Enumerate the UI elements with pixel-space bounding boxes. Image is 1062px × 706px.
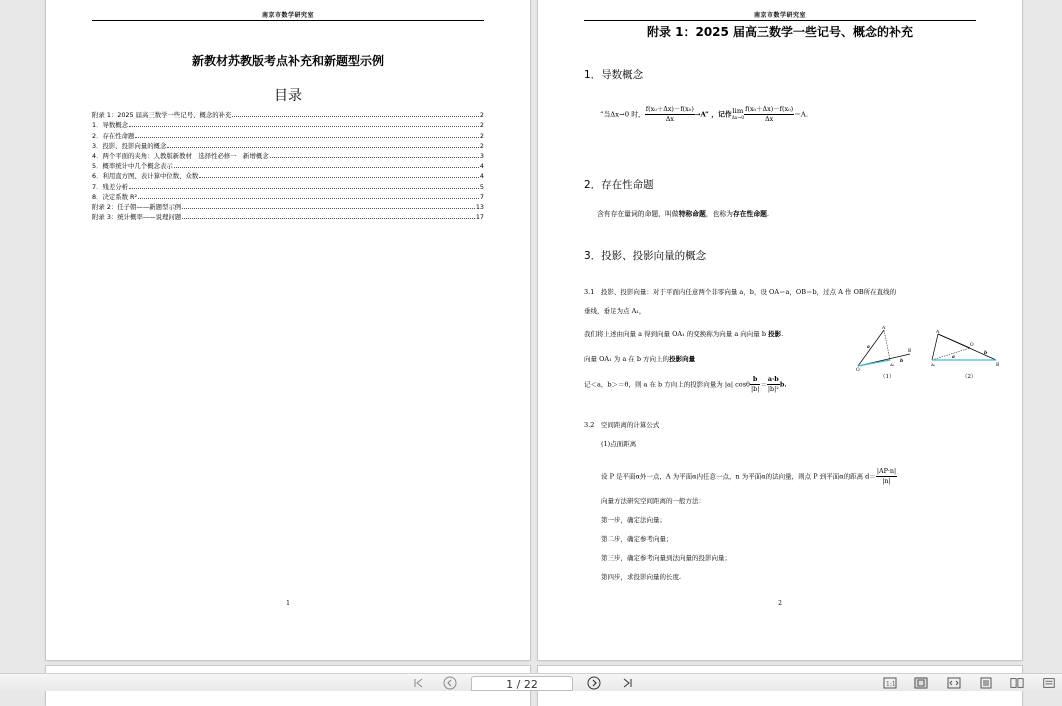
- page-header: 南京市数学研究室: [261, 12, 314, 19]
- continuous-scroll-button[interactable]: [1042, 677, 1056, 689]
- toc-leader: [138, 198, 479, 199]
- projection-formula: 记＜a，b＞＝θ，则 a 在 b 方向上的投影向量为 |a| cosθ $\frac{b}{|b|}$ ＝ $\frac{a\cdot b}{\text{|b|²}}$ b.: [584, 375, 787, 393]
- section-heading-derivative: 1．导数概念: [584, 69, 644, 81]
- next-page-button[interactable]: [587, 677, 601, 689]
- difference-quotient: [744, 105, 794, 124]
- subsection-3-2: 3.2 空间距离的计算公式: [584, 421, 660, 429]
- first-page-icon: [413, 678, 425, 688]
- svg-text:A: A: [882, 326, 886, 331]
- chevron-left-icon: [443, 676, 457, 690]
- method-step: 第四步，求投影向量的长度.: [601, 573, 682, 581]
- toc-entry-page: 2: [479, 121, 484, 130]
- difference-quotient: [645, 105, 695, 124]
- existence-definition: 含有存在量词的命题，叫做特称命题，也称为存在性命题.: [597, 210, 770, 218]
- toc-entry-page: 17: [475, 213, 484, 222]
- svg-text:a: a: [867, 345, 870, 350]
- term-special: 特称命题: [678, 210, 706, 218]
- toc-entry[interactable]: [92, 170, 484, 180]
- page-1: [46, 0, 530, 660]
- method-step: 第三步，确定参考向量到法向量的投影向量；: [601, 554, 731, 562]
- fit-width-icon: [947, 677, 961, 689]
- toc-leader: [270, 157, 479, 158]
- toc-entry-label: 4．两个平面的夹角：人教版新教材 选择性必修一 新增概念: [92, 151, 269, 160]
- two-page-icon: [1010, 677, 1024, 689]
- toc-title: 目录: [274, 88, 302, 104]
- toc-entry[interactable]: [92, 109, 484, 119]
- method-step: 第二步，确定参考向量；: [601, 535, 673, 543]
- svg-text:B: B: [996, 363, 1000, 368]
- toc-leader: [129, 188, 479, 189]
- table-of-contents: [92, 109, 484, 221]
- point-plane-distance-heading: (1)点面距离: [601, 440, 637, 448]
- svg-text:b: b: [900, 359, 904, 364]
- toc-entry-label: 6．利用直方图、表计算中位数、众数: [92, 172, 199, 181]
- svg-text:A: A: [936, 330, 940, 335]
- toc-entry-label: 8．决定系数 R²: [92, 192, 138, 201]
- actual-size-button[interactable]: [883, 677, 897, 689]
- previous-page-button[interactable]: [443, 677, 457, 689]
- toc-entry-label: 附录 3：统计概率——说理问题: [92, 213, 182, 222]
- two-page-button[interactable]: [1010, 677, 1024, 689]
- toc-leader: [167, 147, 479, 148]
- projection-figure-1: [856, 326, 916, 372]
- toc-entry-page: 2: [479, 141, 484, 150]
- toc-entry-label: 附录 1：2025 届高三数学一些记号、概念的补充: [92, 111, 232, 120]
- last-page-button[interactable]: [620, 677, 634, 689]
- toc-entry-page: 7: [479, 192, 484, 201]
- fit-page-icon: [914, 677, 928, 689]
- projection-def-line2: 垂线，垂足为点 A₁，: [584, 307, 646, 315]
- page-number: 1: [286, 600, 290, 607]
- toc-entry[interactable]: [92, 180, 484, 190]
- svg-text:O: O: [970, 343, 974, 348]
- toc-leader: [232, 116, 478, 117]
- header-rule: [92, 20, 484, 21]
- continuous-scroll-icon: [1042, 677, 1056, 689]
- page-number-input[interactable]: 1 / 22: [471, 676, 573, 691]
- toc-entry[interactable]: [92, 129, 484, 139]
- derivative-text: →A” ，记作: [694, 110, 732, 119]
- toc-entry-label: 5．概率统计中几个概念表示: [92, 162, 173, 171]
- toc-entry-label: 3．投影、投影向量的概念: [92, 141, 167, 150]
- toc-entry-label: 7．残差分析: [92, 182, 129, 191]
- point-plane-distance-formula: 设 P 是平面α外一点，A 为平面α内任意一点，n 为平面α的法向量，则点 P 到平面α的距离 d＝ $\frac{|AP\cdot n|}{|n|}$: [601, 467, 897, 485]
- toc-entry-label: 1．导数概念: [92, 121, 129, 130]
- projection-def-line3: 我们将上述由向量 a 得到向量 OA₁ 的变换称为向量 a 向向量 b 投影.: [584, 330, 784, 338]
- projection-def-line1: 3.1 投影、投影向量：对于平面内任意两个非零向量 a，b，设 OA＝a，OB＝b，过点 A 作 OB所在直线的: [584, 288, 897, 296]
- toc-entry[interactable]: [92, 140, 484, 150]
- document-title: 新教材苏教版考点补充和新题型示例: [191, 54, 384, 68]
- toc-entry-label: 2．存在性命题: [92, 131, 135, 140]
- fraction-denominator: Δx: [665, 115, 674, 123]
- limit-symbol: lim Δx→0: [731, 106, 745, 121]
- viewer-toolbar: [0, 673, 1062, 691]
- chevron-right-icon: [587, 676, 601, 690]
- svg-text:b: b: [984, 351, 988, 356]
- section-heading-existence: 2．存在性命题: [584, 179, 654, 191]
- toc-entry[interactable]: [92, 191, 484, 201]
- first-page-button[interactable]: [412, 677, 426, 689]
- fraction-denominator: Δx: [765, 115, 774, 123]
- toc-entry[interactable]: [92, 201, 484, 211]
- header-rule: [584, 20, 976, 21]
- derivative-text: “当Δx→0 时，: [600, 110, 645, 119]
- derivative-text: ＝A.: [794, 110, 809, 119]
- fraction-numerator: f(x₀＋Δx)－f(x₀): [745, 105, 794, 113]
- svg-text:a: a: [952, 355, 955, 360]
- actual-size-icon: [883, 677, 897, 689]
- toc-entry-page: 2: [479, 131, 484, 140]
- projection-def-line4: 向量 OA₁ 为 a 在 b 方向上的投影向量: [584, 355, 696, 363]
- fit-page-button[interactable]: [914, 677, 928, 689]
- toc-entry[interactable]: [92, 119, 484, 129]
- toc-entry-page: 4: [479, 162, 484, 171]
- toc-leader: [174, 167, 479, 168]
- toc-entry[interactable]: [92, 160, 484, 170]
- projection-figure-2: [930, 330, 1004, 370]
- toc-leader: [182, 218, 475, 219]
- toc-entry[interactable]: [92, 211, 484, 221]
- derivative-definition: [600, 105, 808, 124]
- svg-text:1:1: 1:1: [886, 681, 896, 688]
- page-number: 2: [778, 600, 782, 607]
- page-header: 南京市数学研究室: [753, 12, 806, 19]
- toc-leader: [129, 126, 479, 127]
- toc-entry-page: 13: [475, 202, 484, 211]
- svg-text:A₁: A₁: [890, 362, 895, 367]
- toc-entry-page: 4: [479, 172, 484, 181]
- method-step: 向量方法研究空间距离的一般方法：: [601, 497, 705, 505]
- toc-entry-page: 5: [479, 182, 484, 191]
- fit-width-button[interactable]: [947, 677, 961, 689]
- method-step: 第一步，确定法向量；: [601, 516, 666, 524]
- figure-2-caption: （2）: [962, 374, 977, 380]
- toc-leader: [182, 208, 475, 209]
- toc-entry-page: 2: [479, 111, 484, 120]
- figure-1-caption: （1）: [880, 374, 895, 380]
- svg-text:B: B: [908, 349, 912, 354]
- term-existence: 存在性命题: [732, 210, 767, 218]
- page-2: [538, 0, 1022, 660]
- last-page-icon: [621, 678, 633, 688]
- section-heading-projection: 3．投影、投影向量的概念: [584, 250, 707, 262]
- toc-entry-label: 附录 2：任子朝——新题型示例: [92, 202, 182, 211]
- svg-text:O: O: [856, 368, 860, 372]
- appendix-title: 附录 1：2025 届高三数学一些记号、概念的补充: [646, 25, 914, 39]
- toc-entry-page: 3: [479, 151, 484, 160]
- single-page-icon: [979, 677, 993, 689]
- svg-text:A₁: A₁: [931, 362, 936, 367]
- toc-leader: [199, 177, 479, 178]
- single-page-button[interactable]: [979, 677, 993, 689]
- fraction-numerator: f(x₀＋Δx)－f(x₀): [645, 105, 694, 113]
- toc-entry[interactable]: [92, 150, 484, 160]
- toc-leader: [135, 137, 479, 138]
